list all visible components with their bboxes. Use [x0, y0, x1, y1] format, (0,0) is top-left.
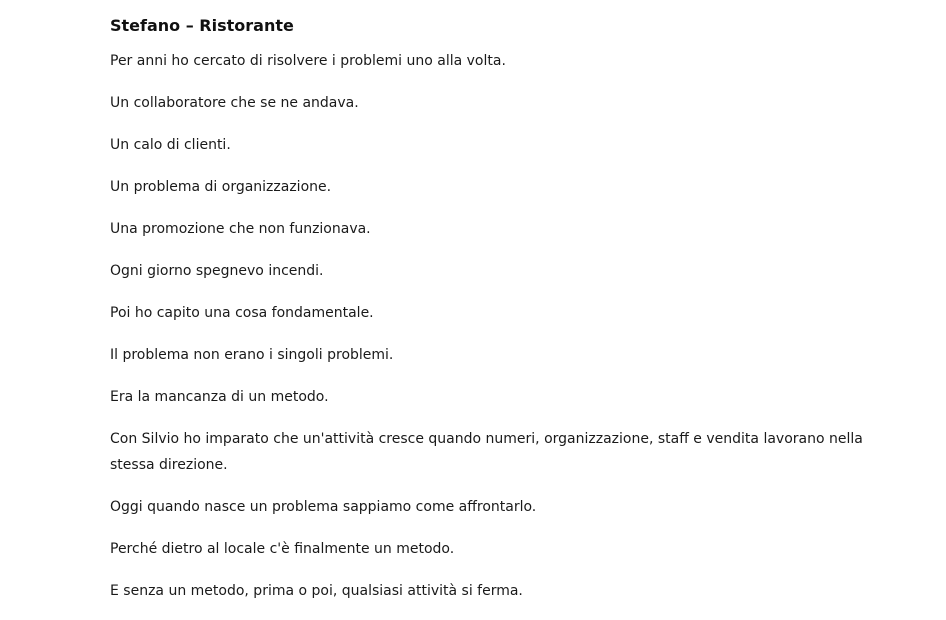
paragraph-11: Oggi quando nasce un problema sappiamo come affrontarlo. — [110, 499, 537, 515]
paragraph-13: E senza un metodo, prima o poi, qualsiasi attività si ferma. — [110, 583, 523, 599]
paragraph-4: Un problema di organizzazione. — [110, 179, 332, 195]
testimonial-title: Stefano – Ristorante — [110, 16, 294, 35]
paragraph-6: Ogni giorno spegnevo incendi. — [110, 263, 324, 279]
paragraph-9: Era la mancanza di un metodo. — [110, 389, 329, 405]
paragraph-8: Il problema non erano i singoli problemi. — [110, 347, 394, 363]
paragraph-5: Una promozione che non funzionava. — [110, 221, 371, 237]
paragraph-1: Per anni ho cercato di risolvere i problemi uno alla volta. — [110, 53, 506, 69]
paragraph-2: Un collaboratore che se ne andava. — [110, 95, 359, 111]
paragraph-10: Con Silvio ho imparato che un'attività cresce quando numeri, organizzazione, staff e vendita lavorano nella stessa direzione. — [110, 431, 863, 473]
paragraph-3: Un calo di clienti. — [110, 137, 231, 153]
paragraph-12: Perché dietro al locale c'è finalmente un metodo. — [110, 541, 455, 557]
paragraph-7: Poi ho capito una cosa fondamentale. — [110, 305, 374, 321]
testimonial-section — [110, 14, 870, 620]
